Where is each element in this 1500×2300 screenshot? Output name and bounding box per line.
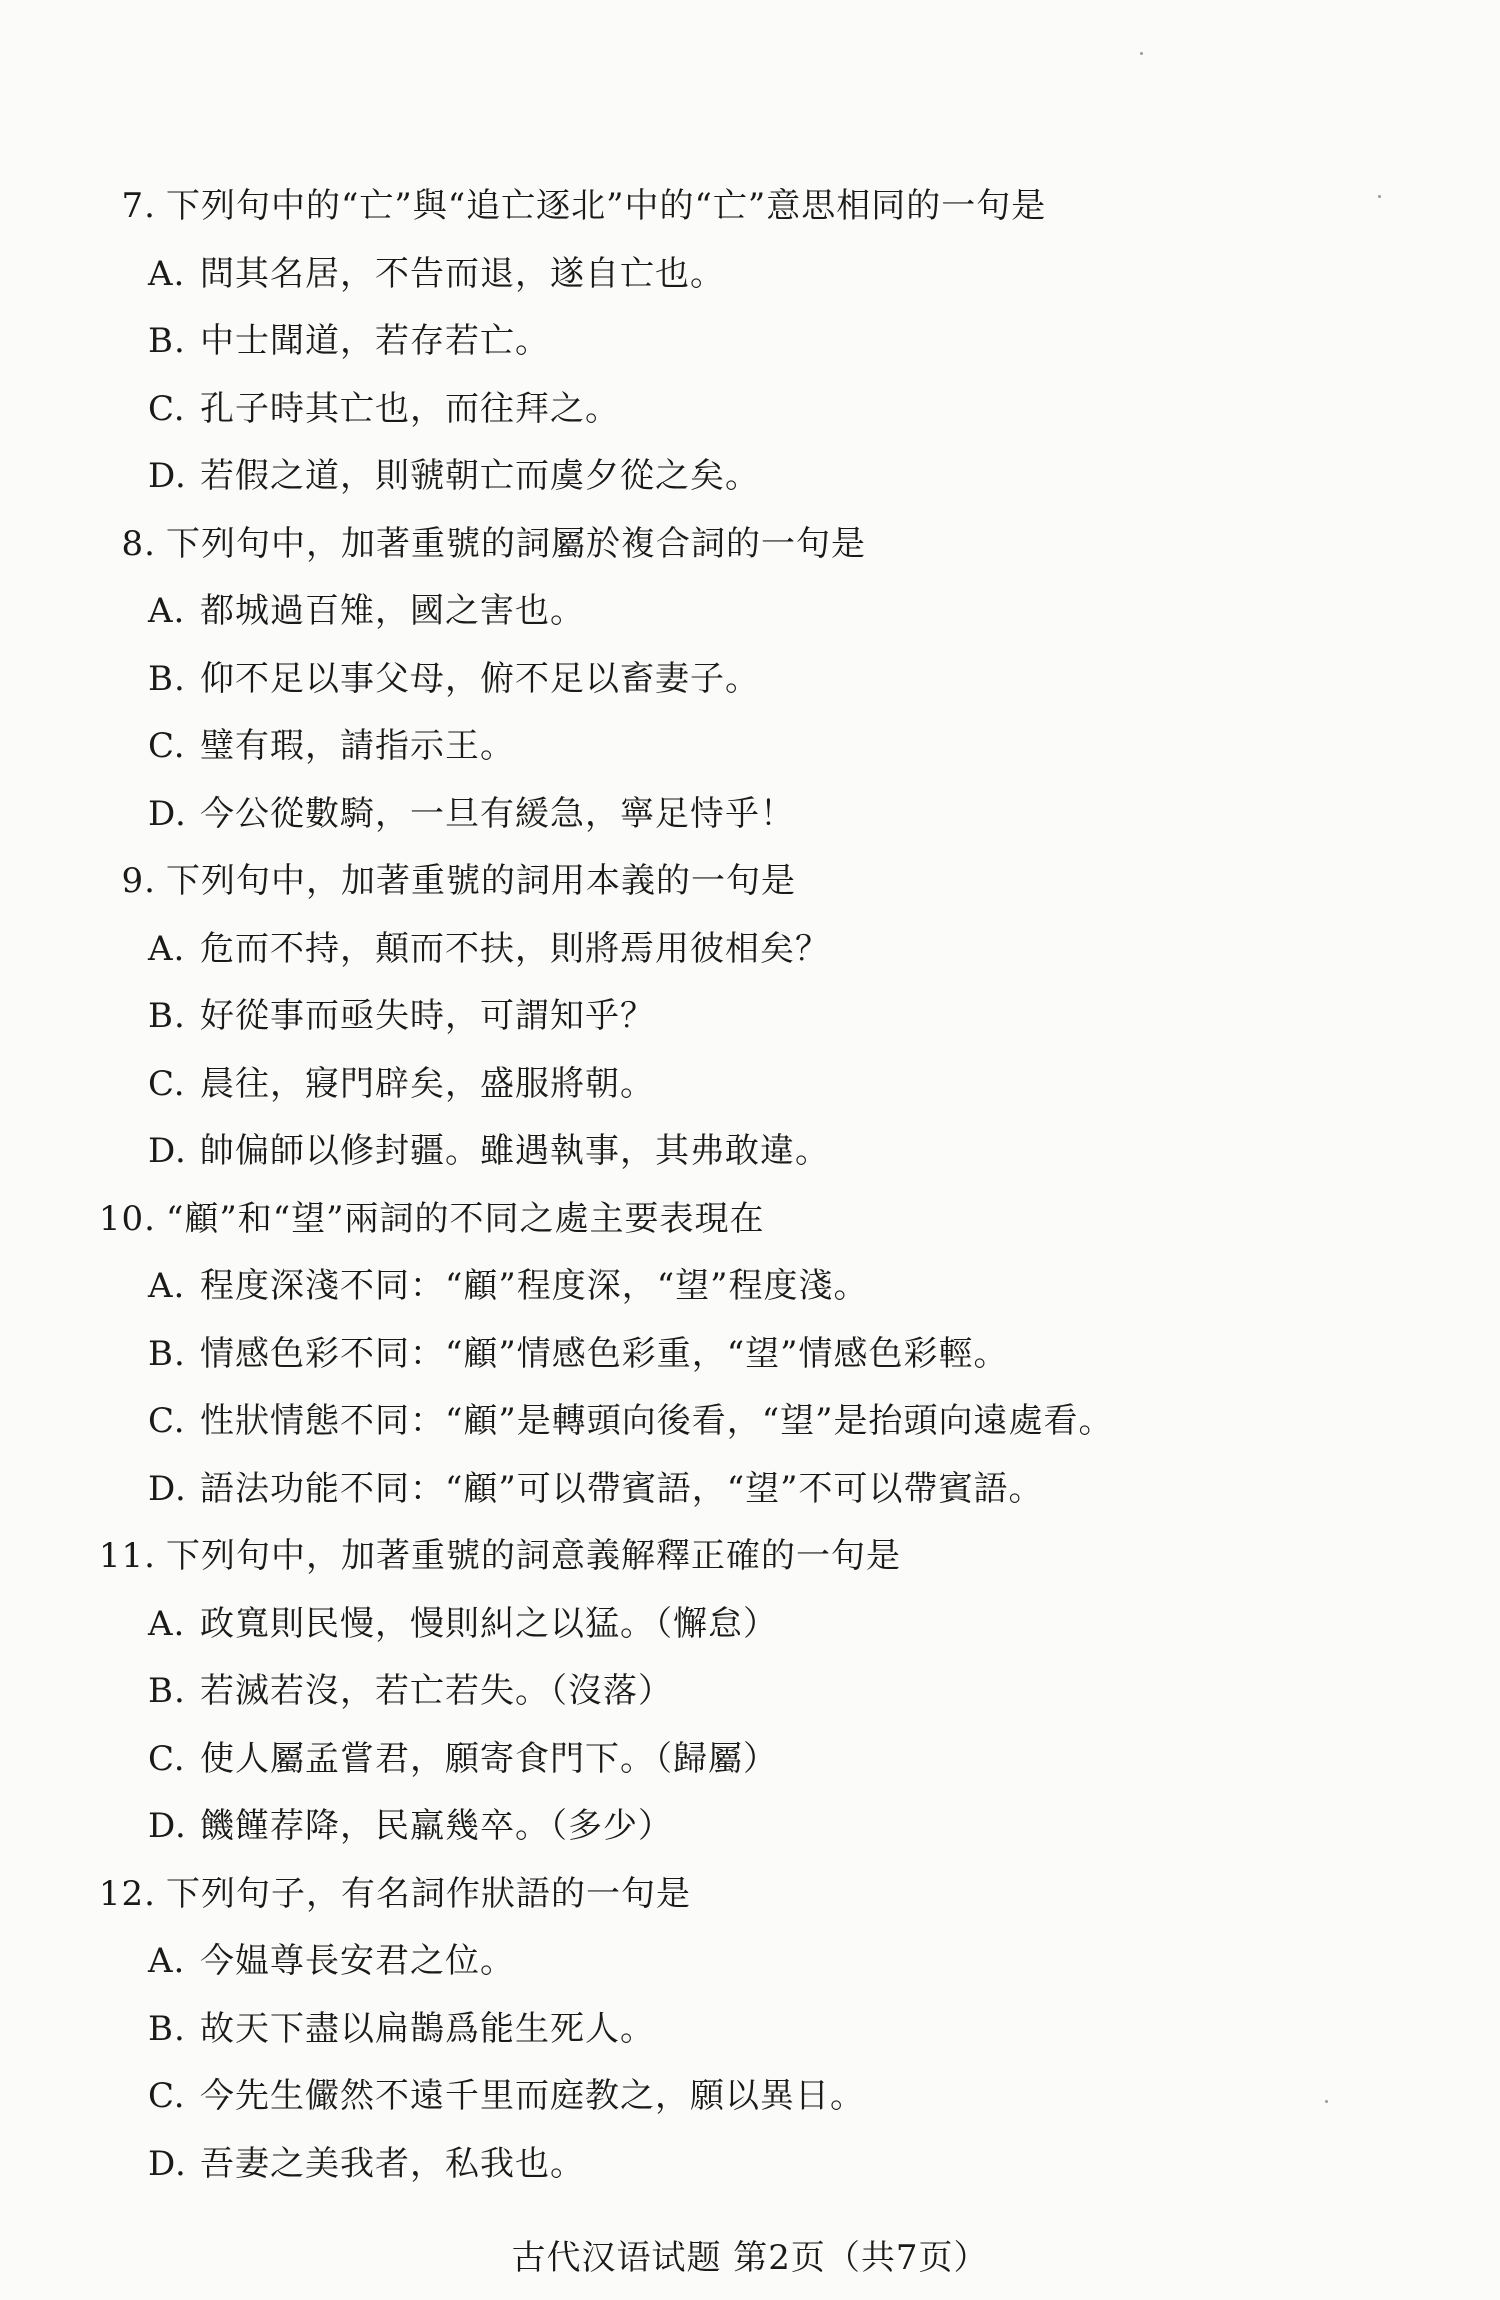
option-letter: A. bbox=[148, 928, 186, 969]
option-letter: D. bbox=[148, 1131, 187, 1171]
option-letter: A. bbox=[148, 1266, 186, 1306]
scan-speck bbox=[1325, 2100, 1328, 2103]
option-letter: C. bbox=[148, 1738, 186, 1779]
answer-option bbox=[148, 456, 760, 496]
option-text: 今媪尊長安君之位。 bbox=[200, 1941, 515, 1981]
option-text: 性狀情態不同：“顧”是轉頭向後看，“望”是抬頭向遠處看。 bbox=[200, 1401, 1114, 1441]
option-text: 帥偏師以修封疆。雖遇執事，其弗敢違。 bbox=[200, 1131, 830, 1171]
question-stem bbox=[0, 1536, 901, 1576]
answer-option bbox=[148, 1401, 1114, 1441]
answer-option bbox=[148, 1266, 869, 1306]
question-number: 8. bbox=[121, 523, 156, 564]
question-number: 9. bbox=[121, 861, 156, 901]
option-text: 好從事而亟失時，可謂知乎？ bbox=[200, 996, 655, 1036]
option-text: 吾妻之美我者，私我也。 bbox=[200, 2143, 585, 2184]
question-number: 7. bbox=[121, 186, 156, 226]
answer-option bbox=[148, 2144, 585, 2184]
answer-option bbox=[148, 1671, 673, 1711]
option-text: 仰不足以事父母，俯不足以畜妻子。 bbox=[200, 658, 760, 699]
option-text: 政寬則民慢，慢則糾之以猛。（懈怠） bbox=[200, 1603, 778, 1644]
option-text: 都城過百雉，國之害也。 bbox=[200, 591, 585, 631]
option-text: 中士聞道，若存若亡。 bbox=[200, 321, 550, 361]
option-text: 危而不持，顛而不扶，則將焉用彼相矣？ bbox=[200, 928, 830, 969]
answer-option bbox=[148, 2076, 865, 2116]
option-letter: B. bbox=[148, 1333, 186, 1374]
answer-option bbox=[148, 996, 655, 1036]
question-text: 下列句子，有名詞作狀語的一句是 bbox=[166, 1873, 691, 1914]
question-stem bbox=[0, 1874, 691, 1914]
question-stem bbox=[0, 524, 866, 564]
option-letter: D. bbox=[148, 456, 187, 496]
option-text: 故天下盡以扁鵲爲能生死人。 bbox=[200, 2008, 655, 2049]
question-text: 下列句中，加著重號的詞意義解釋正確的一句是 bbox=[166, 1536, 901, 1576]
question-number: 10. bbox=[98, 1198, 156, 1239]
option-letter: B. bbox=[148, 321, 186, 361]
answer-option bbox=[148, 726, 515, 766]
answer-option bbox=[148, 591, 585, 631]
answer-option bbox=[148, 254, 725, 294]
answer-option bbox=[148, 929, 830, 969]
question-text: 下列句中，加著重號的詞用本義的一句是 bbox=[166, 861, 796, 901]
option-letter: D. bbox=[148, 1468, 187, 1509]
question-stem bbox=[0, 186, 1046, 226]
option-letter: B. bbox=[148, 1671, 186, 1711]
scan-speck bbox=[1378, 195, 1381, 198]
option-text: 情感色彩不同：“顧”情感色彩重，“望”情感色彩輕。 bbox=[200, 1333, 1009, 1374]
option-letter: C. bbox=[148, 2076, 186, 2116]
option-text: 程度深淺不同：“顧”程度深，“望”程度淺。 bbox=[200, 1266, 869, 1306]
question-stem bbox=[0, 1199, 765, 1239]
answer-option bbox=[148, 659, 760, 699]
answer-option bbox=[148, 1806, 673, 1846]
option-text: 孔子時其亡也，而往拜之。 bbox=[200, 388, 620, 429]
option-letter: C. bbox=[148, 388, 186, 429]
page-footer: 古代汉语试题 第2页（共7页） bbox=[511, 2238, 989, 2278]
question-number: 12. bbox=[98, 1873, 156, 1914]
answer-option bbox=[148, 1739, 778, 1779]
question-stem bbox=[0, 861, 796, 901]
option-letter: D. bbox=[148, 1806, 187, 1846]
option-letter: B. bbox=[148, 658, 186, 699]
option-text: 問其名居，不告而退，遂自亡也。 bbox=[200, 253, 725, 294]
option-letter: C. bbox=[148, 1401, 186, 1441]
option-letter: A. bbox=[148, 1603, 186, 1644]
option-letter: A. bbox=[148, 591, 186, 631]
option-letter: D. bbox=[148, 2143, 187, 2184]
option-letter: D. bbox=[148, 793, 187, 834]
answer-option bbox=[148, 321, 550, 361]
option-text: 璧有瑕，請指示王。 bbox=[200, 726, 515, 766]
answer-option bbox=[148, 1604, 778, 1644]
question-text: “顧”和“望”兩詞的不同之處主要表現在 bbox=[166, 1198, 765, 1239]
option-text: 若假之道，則虢朝亡而虞夕從之矣。 bbox=[200, 456, 760, 496]
option-text: 語法功能不同：“顧”可以帶賓語，“望”不可以帶賓語。 bbox=[200, 1468, 1044, 1509]
option-text: 今公從數騎，一旦有緩急，寧足恃乎！ bbox=[200, 793, 795, 834]
scan-speck bbox=[1140, 52, 1143, 55]
option-text: 若滅若沒，若亡若失。（沒落） bbox=[200, 1671, 673, 1711]
option-letter: A. bbox=[148, 253, 186, 294]
option-letter: B. bbox=[148, 996, 186, 1036]
question-text: 下列句中，加著重號的詞屬於複合詞的一句是 bbox=[166, 523, 866, 564]
option-text: 今先生儼然不遠千里而庭教之，願以異日。 bbox=[200, 2076, 865, 2116]
option-letter: B. bbox=[148, 2008, 186, 2049]
answer-option bbox=[148, 1469, 1044, 1509]
answer-option bbox=[148, 1941, 515, 1981]
answer-option bbox=[148, 794, 795, 834]
option-letter: A. bbox=[148, 1941, 186, 1981]
question-text: 下列句中的“亡”與“追亡逐北”中的“亡”意思相同的一句是 bbox=[166, 186, 1047, 226]
answer-option bbox=[148, 1334, 1009, 1374]
answer-option bbox=[148, 1131, 830, 1171]
answer-option bbox=[148, 389, 620, 429]
option-letter: C. bbox=[148, 1063, 186, 1104]
option-text: 饑饉荐降，民羸幾卒。（多少） bbox=[200, 1806, 673, 1846]
option-text: 使人屬孟嘗君，願寄食門下。（歸屬） bbox=[200, 1738, 778, 1779]
answer-option bbox=[148, 1064, 655, 1104]
option-letter: C. bbox=[148, 726, 186, 766]
question-number: 11. bbox=[98, 1536, 156, 1576]
answer-option bbox=[148, 2009, 655, 2049]
option-text: 晨往，寢門辟矣，盛服將朝。 bbox=[200, 1063, 655, 1104]
